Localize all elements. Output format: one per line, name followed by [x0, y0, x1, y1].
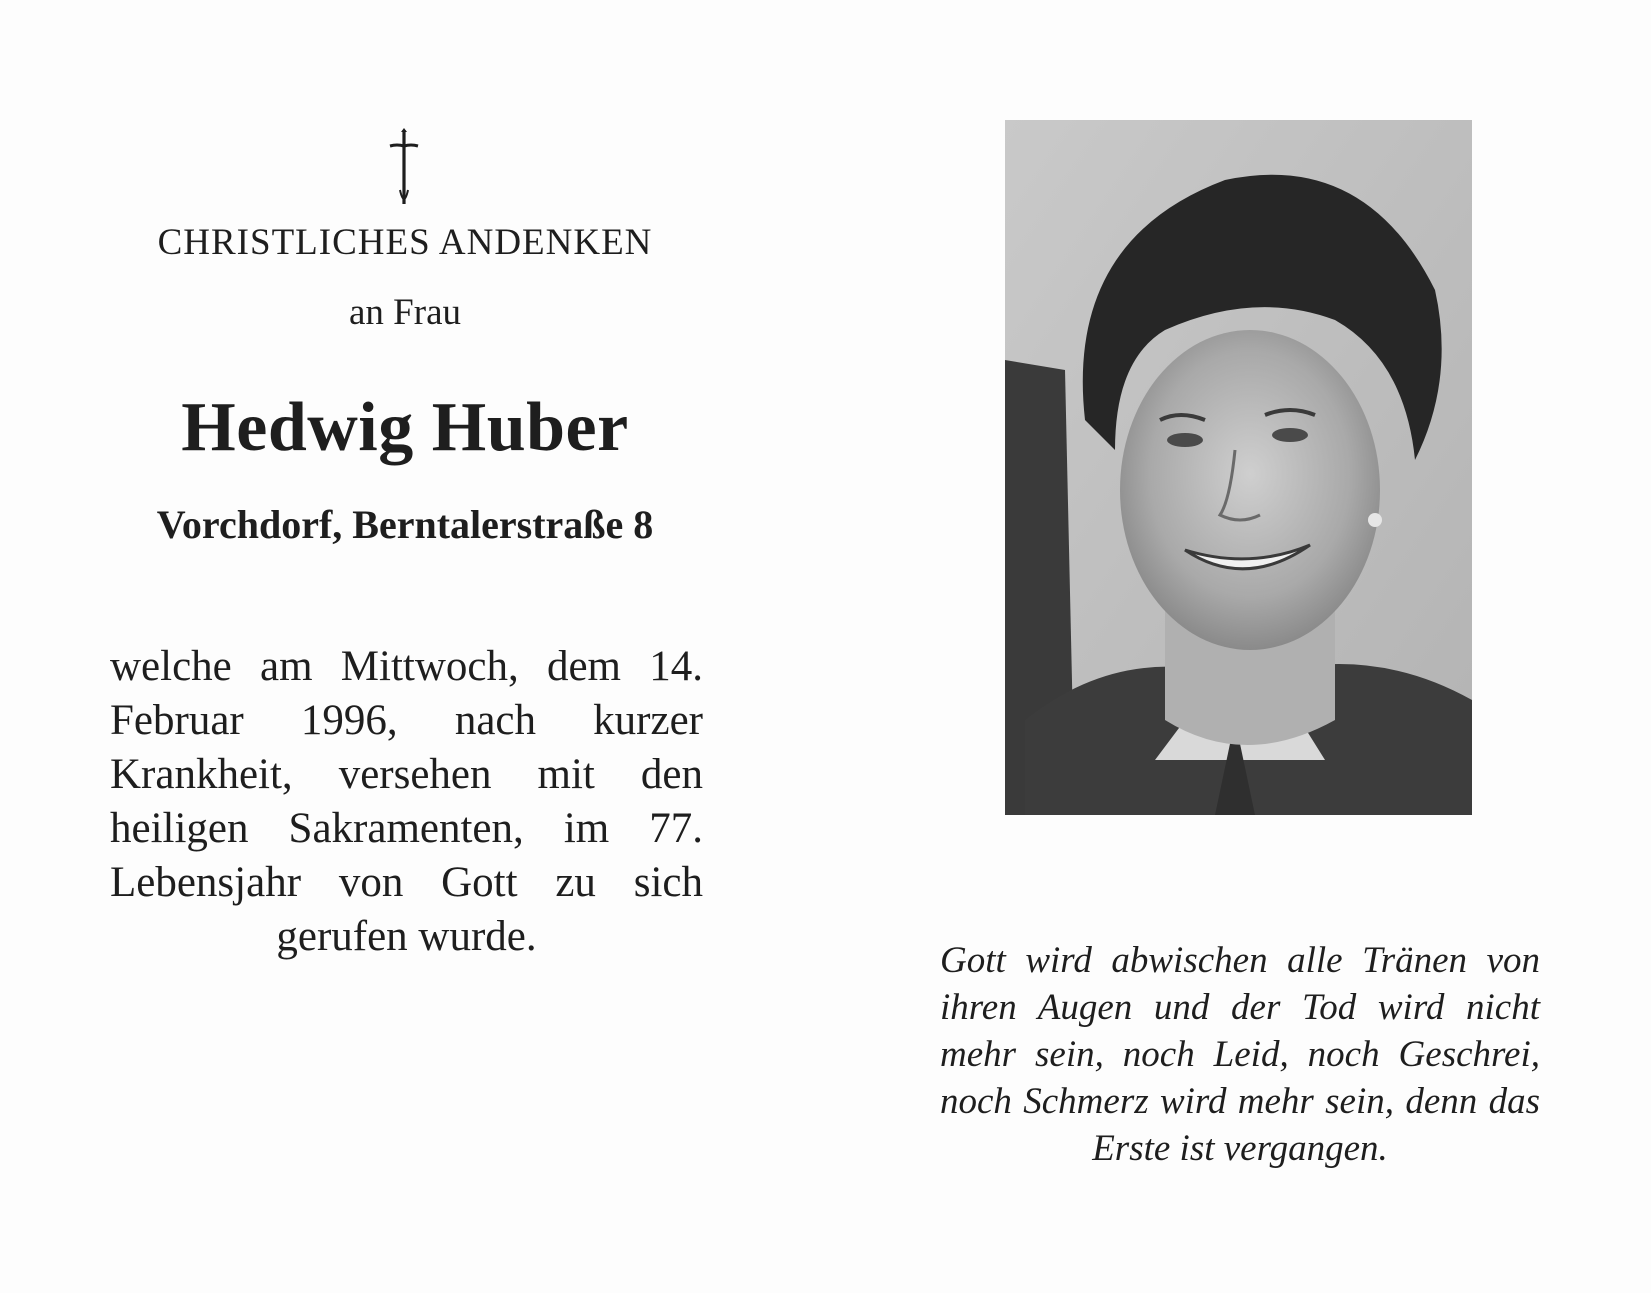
deceased-address: Vorchdorf, Berntalerstraße 8: [156, 502, 654, 547]
portrait-image: [1005, 120, 1472, 815]
deceased-name: Hedwig Huber: [181, 389, 629, 466]
portrait-photo: [1005, 120, 1472, 815]
bible-verse: Gott wird abwischen alle Tränen von ihren Augen und der Tod wird nicht mehr sein, noch Leid, noch Geschrei, noch Schmerz wird mehr sein, denn das Erste ist vergangen.: [940, 940, 1540, 1169]
card-heading: CHRISTLICHES ANDENKEN: [157, 222, 653, 263]
obituary-text: welche am Mittwoch, dem 14. Februar 1996, nach kurzer Krankheit, versehen mit den heiligen Sakramenten, im 77. Lebensjahr von Gott zu sich gerufen wurde.: [110, 643, 703, 960]
cross-icon: [372, 128, 436, 206]
salutation: an Frau: [349, 292, 461, 333]
